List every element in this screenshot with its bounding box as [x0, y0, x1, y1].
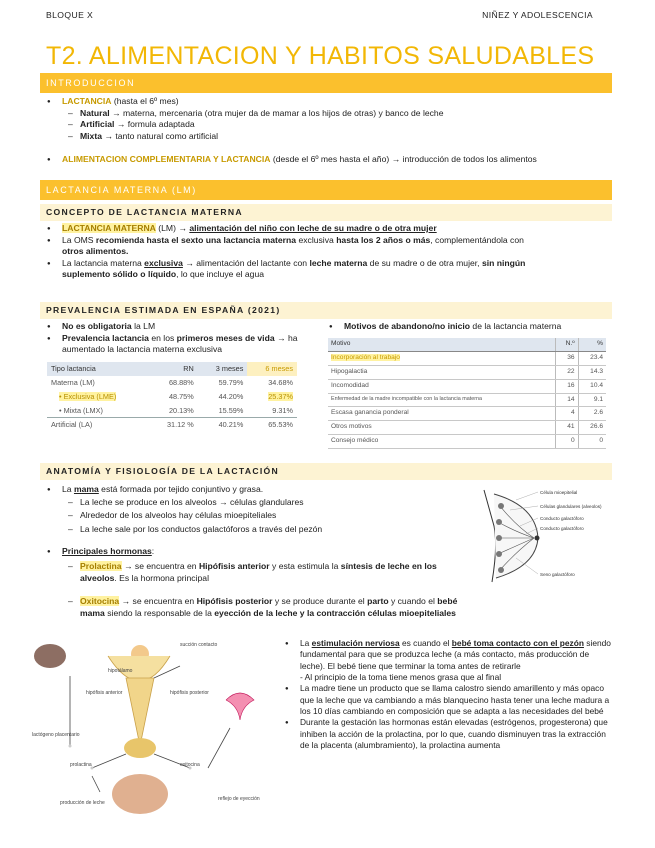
mioepiteliales-text: Alrededor de los alveolos hay células mioepiteliales [80, 510, 277, 521]
mixta-text: → tanto natural como artificial [101, 130, 219, 141]
uterus-icon [226, 693, 254, 720]
conducto2-label: Conducto galactóforo [540, 526, 584, 531]
oms-text-2: exclusiva [296, 234, 337, 245]
chest-outline [484, 490, 496, 582]
prolactina-text-2: y esta estimula la [269, 560, 341, 571]
oxitocina-text-4: siendo la responsable de la [104, 607, 215, 618]
subsection-anatomia: ANATOMÍA Y FISIOLOGÍA DE LA LACTACIÓN [40, 463, 612, 480]
concepto-block [40, 223, 540, 281]
artificial-term: Artificial [80, 119, 115, 130]
prolactina-text-3: . Es la hormona principal [114, 572, 209, 583]
table-cell: 41 [555, 421, 578, 435]
hipofisis-anterior: Hipófisis anterior [198, 560, 270, 571]
table-cell: 9.31% [272, 405, 293, 415]
oms-text-3: , complementándola con [430, 234, 524, 245]
sintesis-leche: síntesis de leche en los alveolos [80, 560, 437, 583]
prevalencia-table [47, 362, 297, 432]
lactation-hormone-diagram [30, 636, 272, 816]
conducto-label: Conducto galactóforo [540, 516, 584, 521]
table-cell: 48.75% [168, 391, 194, 401]
table-row [47, 404, 297, 418]
table-cell: 0 [578, 435, 606, 449]
table-row [328, 421, 606, 435]
table-cell: Hipogalactia [328, 365, 555, 379]
right-notes-block [278, 638, 612, 751]
table-cell: 10.4 [578, 379, 606, 393]
table-cell: 9.1 [578, 393, 606, 407]
table-cell: Escasa ganancia ponderal [328, 407, 555, 421]
table-cell: 65.53% [247, 418, 297, 432]
produccion-label: producción de leche [60, 800, 105, 806]
nipple [535, 536, 540, 541]
table-header: 3 meses [198, 362, 248, 376]
list-item [40, 596, 472, 619]
list-item [40, 108, 612, 120]
list-item [278, 672, 612, 683]
oms-recomienda: recomienda hasta el sexto una lactancia materna [95, 234, 297, 245]
oxitocina-term: Oxitocina [80, 596, 120, 607]
table-row [47, 376, 297, 390]
primeros-meses: primeros meses de vida [176, 332, 275, 343]
table-cell: Artificial (LA) [47, 418, 149, 432]
table-row [47, 418, 297, 432]
mama-term: mama [73, 484, 99, 494]
prevalencia-text: en los [148, 332, 177, 343]
hipotalamo-label: hipotálamo [108, 668, 133, 674]
anatomia-list [40, 484, 472, 619]
table-cell: 26.6 [578, 421, 606, 435]
mama-text: La [62, 484, 74, 494]
sin-suplemento: sin ningún suplemento sólido o líquido [62, 257, 526, 280]
section-bar-introduccion: INTRODUCCION [40, 73, 612, 93]
oms-otros: otros alimentos. [62, 246, 129, 257]
alveolos-text: La leche se produce en los alveolos → células glandulares [80, 496, 304, 507]
table-header: RN [149, 362, 198, 376]
motivos-term: Motivos de abandono/no inicio [344, 321, 471, 331]
artificial-text: → formula adaptada [114, 119, 195, 130]
table-header: Motivo [328, 338, 555, 351]
list-item [40, 223, 540, 235]
table-cell: 59.79% [218, 377, 244, 387]
motivos-block [322, 321, 612, 333]
table-cell: 23.4 [578, 351, 606, 365]
table-cell: 14 [555, 393, 578, 407]
list-item [278, 638, 612, 672]
table-cell: 34.68% [268, 377, 293, 387]
cel-gland-label: Células glandulares (alveolos) [540, 504, 602, 509]
table-cell: Otros motivos [328, 421, 555, 435]
table-row [328, 351, 606, 365]
table-row [328, 393, 606, 407]
exclusiva-text-4: , lo que incluye el agua [176, 269, 265, 280]
right-notes-list [278, 638, 612, 751]
prevalencia-list [40, 321, 302, 356]
exclusiva-text: La lactancia materna [62, 257, 145, 268]
table-header: 6 meses [247, 362, 297, 376]
mixta-term: Mixta [80, 130, 102, 141]
table-cell [47, 390, 149, 404]
table-header: Tipo lactancia [47, 362, 149, 376]
table-row [328, 435, 606, 449]
oxitocina-text: → se encuentra en [119, 596, 197, 607]
table-row [328, 365, 606, 379]
bebe-contacto: bebé toma contacto con el pezón [451, 638, 584, 648]
note2-text: La madre tiene un producto que se llama calostro siendo amarillento y más opaco que la leche que va cambiando a más blanquecino hasta tener una leche madura a los 10 días cambiando en composición que se adapta a las necesidades del bebé [300, 683, 610, 717]
estimulacion-term: estimulación nerviosa [311, 638, 400, 648]
table-cell: Materna (LM) [51, 377, 95, 387]
list-item [40, 321, 302, 333]
table-cell [247, 390, 297, 404]
table-cell: 68.88% [168, 377, 194, 387]
prolactina-term: Prolactina [80, 560, 122, 571]
table-cell: 15.59% [218, 405, 244, 415]
oxitocina-text-3: y cuando el [388, 596, 438, 607]
lactancia-text: (hasta el 6º mes) [111, 96, 179, 106]
hip-posterior-label: hipófisis posterior [170, 690, 209, 696]
table-cell: 36 [555, 351, 578, 365]
lactogeno-label: lactógeno placentario [32, 732, 80, 738]
placenta-image [34, 644, 66, 668]
note1-text-3: siendo fundamental para que se produzca leche (a más contacto, más producción de leche). El bebé tiene que terminar la toma antes de retirarle [300, 638, 611, 671]
list-item [40, 333, 302, 356]
bebe-mama: bebé mama [80, 596, 458, 618]
list-item [322, 321, 612, 333]
pituitary-gland [124, 738, 156, 758]
trabajo-highlight: Incorporación al trabajo [331, 353, 400, 361]
prolactina-text: → se encuentra en [121, 560, 199, 571]
lm-term: LACTANCIA MATERNA [62, 223, 156, 233]
lactancia-term: LACTANCIA [62, 96, 112, 106]
note1-text: La [300, 638, 312, 648]
table-cell: 0 [555, 435, 578, 449]
page-header [46, 10, 593, 22]
table-cell: 44.20% [218, 391, 244, 401]
reflejo-label: reflejo de eyección [218, 796, 260, 802]
exclusiva-highlight: • Exclusiva (LME) [59, 391, 117, 401]
list-item [40, 524, 472, 536]
list-item [40, 96, 612, 108]
list-item [278, 717, 612, 751]
note3-text: Durante la gestación las hormonas están elevadas (estrógenos, progesterona) que inhiben la acción de la prolactina, por lo que, cuando disminuyen tras la extracción de la placenta (alumbramiento), la prolactina aumenta [300, 717, 608, 751]
list-item [278, 683, 612, 717]
hip-anterior-label: hipófisis anterior [86, 690, 123, 696]
motivos-list [322, 321, 612, 333]
table-cell: • Mixta (LMX) [59, 405, 103, 415]
natural-text: → materna, mercenaria (otra mujer da de mamar a los hijos de otras) y banco de leche [109, 107, 444, 118]
table-cell: 2.6 [578, 407, 606, 421]
motivos-table [328, 338, 606, 449]
table-header-row [47, 362, 297, 376]
exclusiva-text-3: de su madre o de otra mujer, [367, 257, 482, 268]
list-item: ● Principales hormonas: [40, 546, 472, 558]
table-cell [328, 351, 555, 365]
note1-text-2: es cuando el [399, 638, 452, 648]
subsection-concepto: CONCEPTO DE LACTANCIA MATERNA [40, 204, 612, 221]
oms-text: La OMS [62, 234, 96, 245]
table-cell: 31.12 % [149, 418, 198, 432]
list-item [40, 131, 612, 143]
exclusiva-text-2: → alimentación del lactante con [182, 257, 310, 268]
breast-anatomy-diagram [476, 486, 612, 586]
prolactina-label: prolactina [70, 762, 92, 768]
note1-sub: - Al principio de la toma tiene menos grasa que al final [300, 672, 502, 683]
table-row [328, 407, 606, 421]
complementaria-term: ALIMENTACION COMPLEMENTARIA Y LACTANCIA [62, 154, 271, 165]
intro-list [40, 96, 612, 166]
list-item [40, 497, 472, 509]
obligatoria-text: la LM [131, 321, 156, 331]
table-header-row [328, 338, 606, 351]
list-item [40, 258, 540, 281]
oxitocina-text-2: y se produce durante el [272, 596, 368, 607]
prevalencia-text-2: → ha aumentado la lactancia materna exclusiva [62, 332, 298, 355]
anatomia-block [40, 484, 472, 619]
table-header: % [578, 338, 606, 351]
motivos-text: de la lactancia materna [470, 321, 562, 331]
header-left: BLOQUE X [46, 10, 94, 20]
eyeccion-leche: eyección de la leche y la contracción células mioepiteliales [214, 607, 456, 618]
prevalencia-term: Prevalencia lactancia [62, 332, 149, 343]
subsection-prevalencia: PREVALENCIA ESTIMADA EN ESPAÑA (2021) [40, 302, 612, 319]
list-item [40, 235, 540, 258]
pituitary-shape [126, 678, 154, 746]
intro-block [40, 96, 612, 166]
cel-mio-label: Célula mioepitelial [540, 490, 578, 495]
hormonas-term: Principales hormonas [62, 546, 152, 557]
table-cell: Consejo médico [328, 435, 555, 449]
list-item [40, 119, 612, 131]
table-cell: 14.3 [578, 365, 606, 379]
list-item [40, 561, 472, 584]
no-obligatoria: No es obligatoria [62, 321, 132, 331]
list-item [40, 484, 472, 496]
table-cell: 40.21% [198, 418, 248, 432]
seno-label: Seno galactóforo [540, 572, 575, 577]
table-header: N.º [555, 338, 578, 351]
table-cell: 16 [555, 379, 578, 393]
table-cell: Enfermedad de la madre incompatible con la lactancia materna [328, 393, 555, 407]
mama-text-2: está formada por tejido conjuntivo y grasa. [98, 484, 264, 494]
table-cell: 20.13% [168, 405, 194, 415]
complementaria-text: (desde el 6º mes hasta el año) → introducción de todos los alimentos [270, 154, 537, 165]
natural-term: Natural [80, 107, 110, 118]
oms-hasta: hasta los 2 años o más [336, 234, 431, 245]
concepto-list [40, 223, 540, 281]
exclusiva-term: exclusiva [144, 257, 183, 268]
hipofisis-posterior: Hipófisis posterior [196, 596, 273, 607]
lm-text: (LM) → [155, 223, 190, 233]
table-cell: 22 [555, 365, 578, 379]
prevalencia-block [40, 321, 302, 356]
table-cell: 4 [555, 407, 578, 421]
leche-materna: leche materna [309, 257, 368, 268]
lm-definition: alimentación del niño con leche de su madre o de otra mujer [189, 223, 437, 233]
succion-label: succión contacto [180, 642, 218, 648]
oxitocina-label: oxitocina [180, 762, 200, 768]
table-row [47, 390, 297, 404]
header-right: NIÑEZ Y ADOLESCENCIA [482, 10, 593, 20]
page-title: T2. ALIMENTACION Y HABITOS SALUDABLES [46, 42, 595, 70]
section-bar-lactancia-materna: LACTANCIA MATERNA (LM) [40, 180, 612, 200]
parto-term: parto [367, 596, 389, 607]
list-item [40, 154, 612, 166]
conductos-text: La leche sale por los conductos galactóforos a través del pezón [80, 523, 323, 534]
table-cell: Incomodidad [328, 379, 555, 393]
list-item [40, 510, 472, 522]
table-row [328, 379, 606, 393]
breastfeeding-photo [112, 774, 168, 814]
exclusiva-6m-highlight: 25.37% [268, 391, 293, 401]
